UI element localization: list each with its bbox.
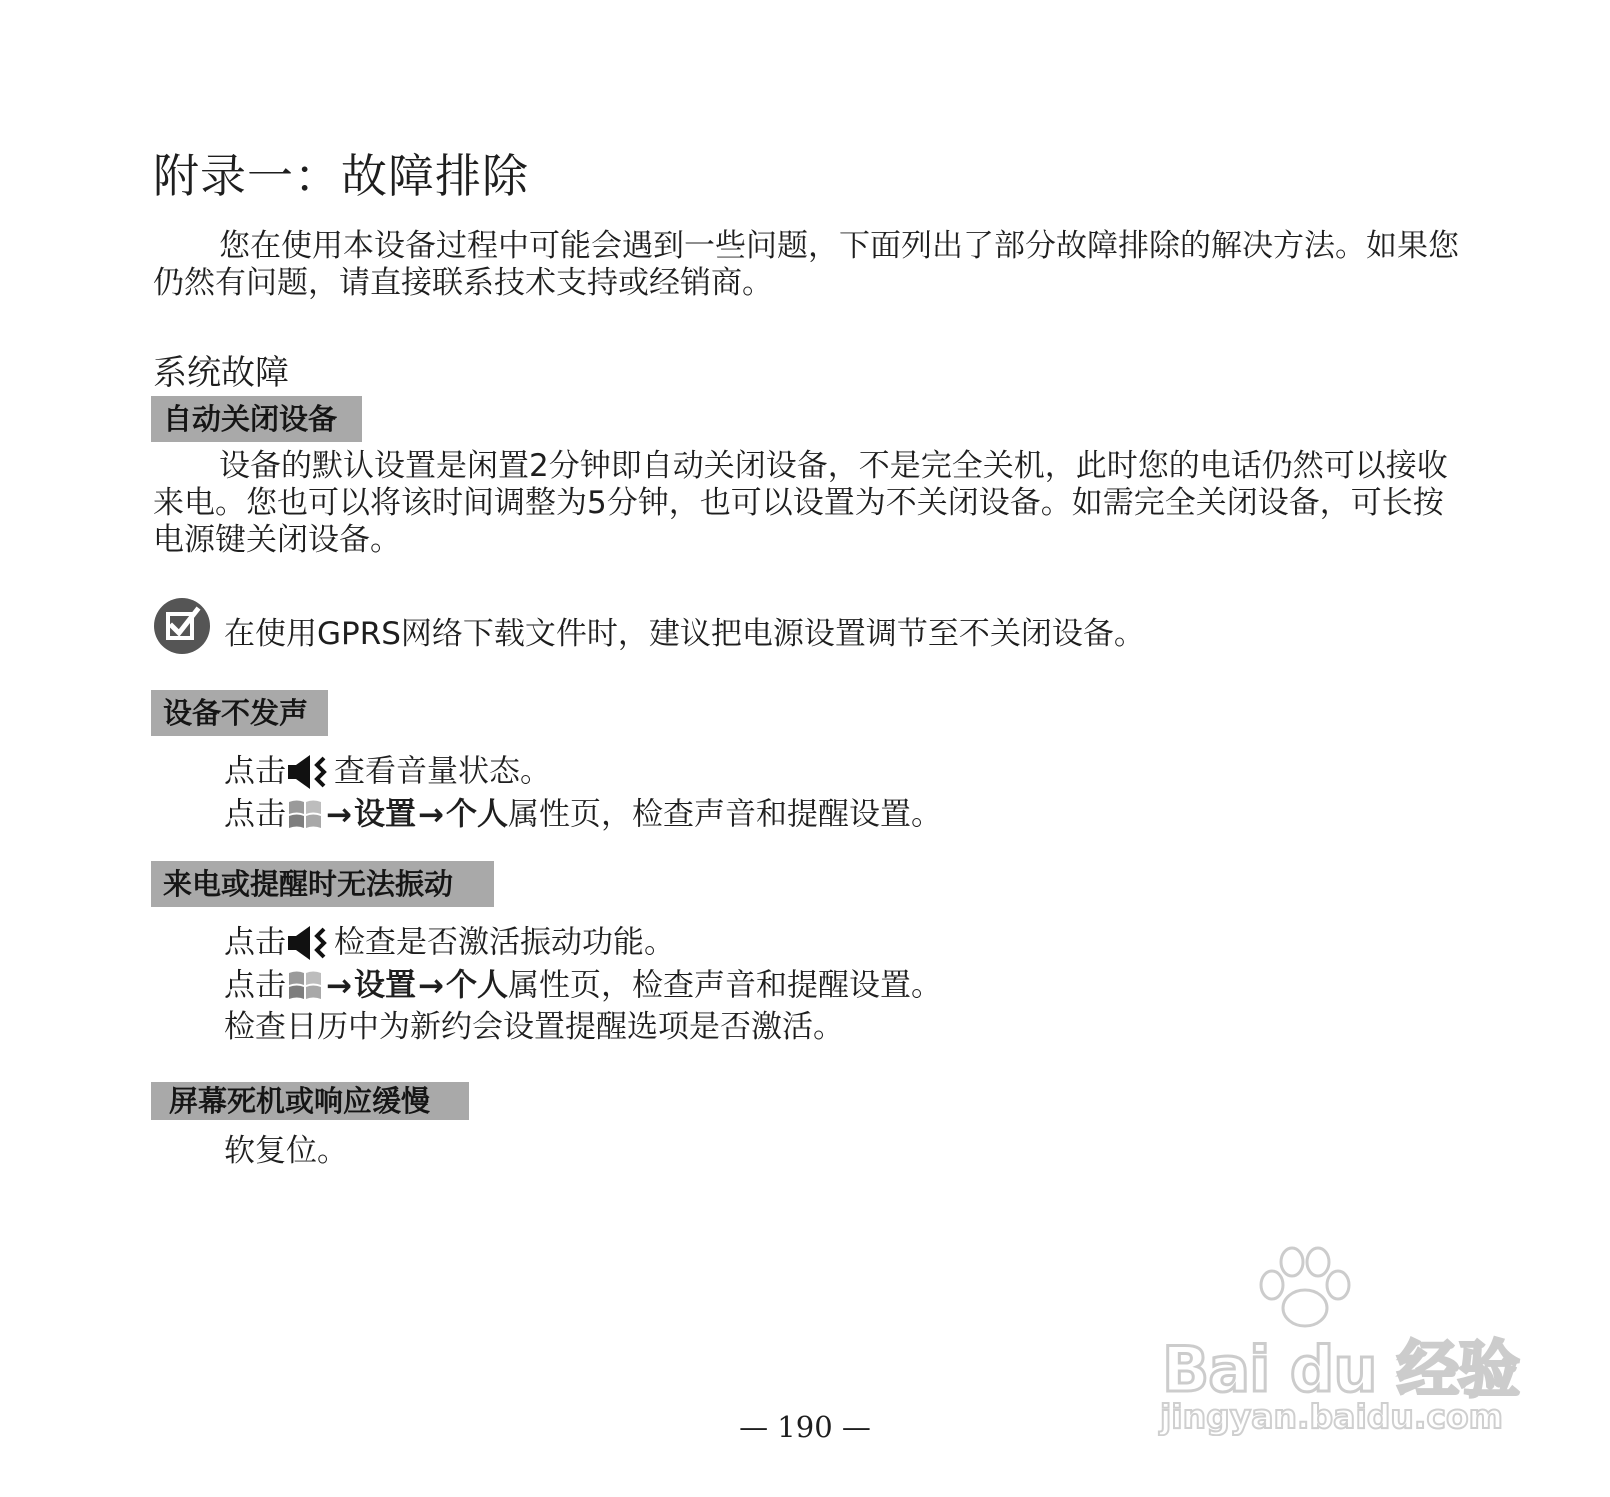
arrow-icon: → [417,967,444,1004]
no-vibrate-line-1 [224,921,675,961]
line-suffix: 属性页，检查声音和提醒设置。 [507,796,942,833]
heading-auto-off: 自动关闭设备 [151,396,362,442]
arrow-icon: → [417,796,444,833]
watermark-brand: Bai du 经验 [1162,1333,1520,1406]
line-suffix: 属性页，检查声音和提醒设置。 [507,967,942,1004]
no-vibrate-line-2 [224,964,942,1004]
note-text: 在使用GPRS网络下载文件时，建议把电源设置调节至不关闭设备。 [224,616,1145,652]
line-prefix: 点击 [224,967,286,1004]
intro-paragraph: 您在使用本设备过程中可能会遇到一些问题，下面列出了部分故障排除的解决方法。如果您仍然有问题，请直接联系技术支持或经销商。 [153,228,1459,301]
no-sound-line-1 [224,750,551,790]
line-suffix: 检查是否激活振动功能。 [334,924,675,961]
menu-settings: 设置 [353,796,416,833]
page-number: — 190 — [739,1410,871,1444]
windows-start-icon [286,797,324,833]
heading-freeze: 屏幕死机或响应缓慢 [151,1082,469,1120]
line-suffix: 查看音量状态。 [334,753,551,790]
checkbox-note-icon [153,597,211,655]
section-title: 系统故障 [153,353,289,393]
page-title: 附录一：故障排除 [153,149,529,203]
line-prefix: 点击 [224,796,286,833]
windows-start-icon [286,968,324,1004]
no-sound-line-2 [224,793,942,833]
menu-settings: 设置 [353,967,416,1004]
heading-no-vibrate: 来电或提醒时无法振动 [151,861,494,907]
menu-personal: 个人 [445,967,508,1004]
baidu-watermark [1140,1240,1520,1450]
heading-no-sound: 设备不发声 [151,690,328,736]
volume-icon [286,924,334,962]
line-prefix: 点击 [224,924,286,961]
menu-personal: 个人 [445,796,508,833]
no-vibrate-line-3: 检查日历中为新约会设置提醒选项是否激活。 [224,1009,844,1045]
auto-off-paragraph: 设备的默认设置是闲置2分钟即自动关闭设备，不是完全关机，此时您的电话仍然可以接收来电。您也可以将该时间调整为5分钟，也可以设置为不关闭设备。如需完全关闭设备，可长按电源键关闭设备。 [153,448,1448,558]
volume-icon [286,753,334,791]
watermark-url: jingyan.baidu.com [1160,1397,1504,1436]
line-prefix: 点击 [224,753,286,790]
paw-logo-icon [1250,1240,1360,1330]
arrow-icon: → [326,967,352,1004]
freeze-line-1: 软复位。 [224,1133,348,1169]
arrow-icon: → [326,796,352,833]
